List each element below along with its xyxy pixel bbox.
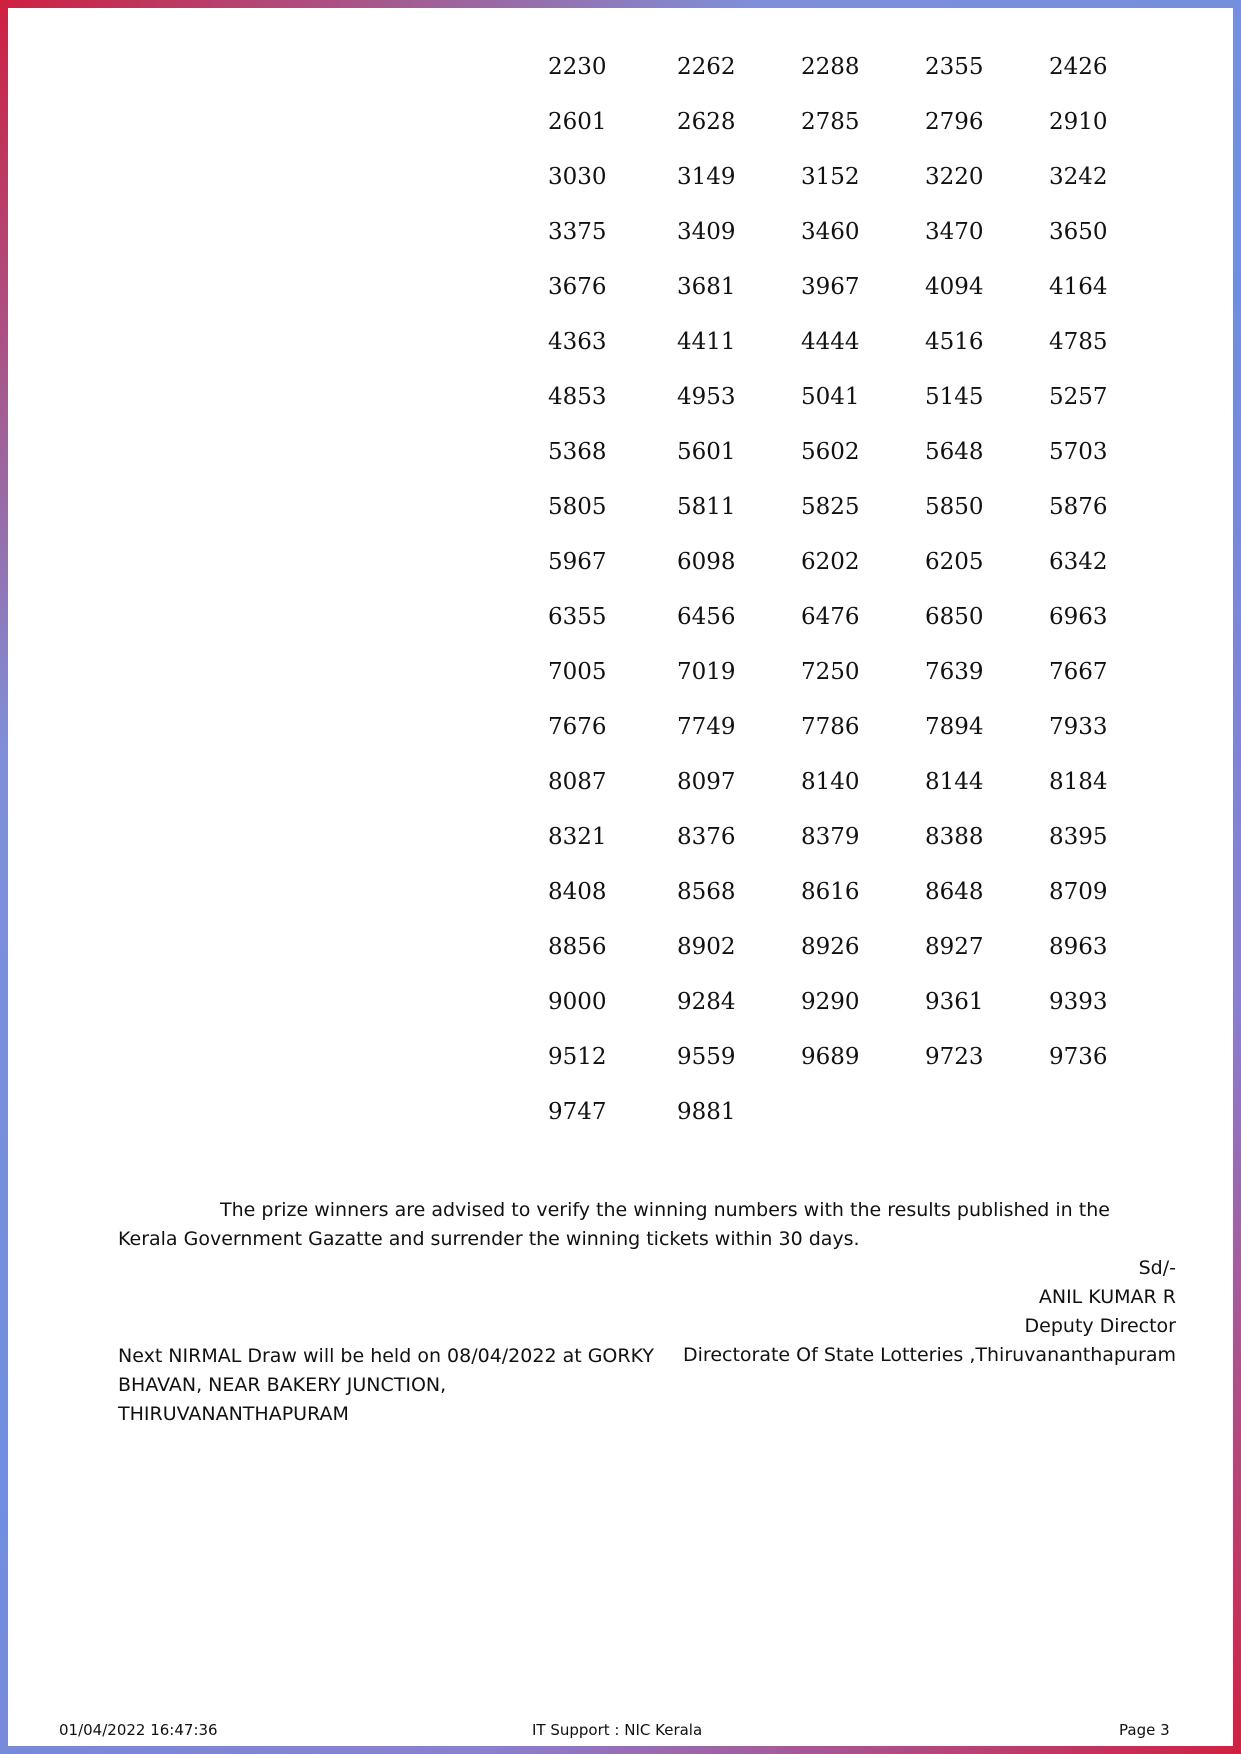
number-row [548, 107, 1129, 162]
winning-number: 9000 [548, 989, 607, 1015]
winning-number: 8648 [925, 879, 984, 905]
winning-number: 4516 [925, 329, 984, 355]
winning-number: 5967 [548, 549, 607, 575]
winning-number: 8408 [548, 879, 607, 905]
winning-number: 8184 [1049, 769, 1108, 795]
winning-number: 9736 [1049, 1044, 1108, 1070]
winning-number: 8568 [677, 879, 736, 905]
winning-number: 2288 [801, 54, 860, 80]
winning-number: 8140 [801, 769, 860, 795]
next-draw-info: Next NIRMAL Draw will be held on 08/04/2022 at GORKY BHAVAN, NEAR BAKERY JUNCTION, THIRUVANANTHAPURAM [118, 1345, 654, 1425]
winning-number: 3220 [925, 164, 984, 190]
number-row [548, 492, 1129, 547]
winning-number: 3409 [677, 219, 736, 245]
winning-number: 5145 [925, 384, 984, 410]
winning-number: 3242 [1049, 164, 1108, 190]
winning-number: 3030 [548, 164, 607, 190]
number-row [548, 877, 1129, 932]
winning-number: 9393 [1049, 989, 1108, 1015]
winning-number: 8709 [1049, 879, 1108, 905]
winning-number: 9723 [925, 1044, 984, 1070]
winning-number: 2601 [548, 109, 607, 135]
number-row [548, 932, 1129, 987]
winning-number: 7639 [925, 659, 984, 685]
winning-number: 5850 [925, 494, 984, 520]
winning-number: 8963 [1049, 934, 1108, 960]
winning-number: 4363 [548, 329, 607, 355]
winning-number: 8144 [925, 769, 984, 795]
winning-number: 6202 [801, 549, 860, 575]
signature-sd: Sd/- [1138, 1257, 1176, 1279]
winning-number: 3650 [1049, 219, 1108, 245]
number-row [548, 822, 1129, 877]
winning-number: 6355 [548, 604, 607, 630]
winning-number: 3152 [801, 164, 860, 190]
winning-number: 9747 [548, 1099, 607, 1125]
winning-number: 5601 [677, 439, 736, 465]
winning-number: 4785 [1049, 329, 1108, 355]
number-row [548, 547, 1129, 602]
number-row [548, 712, 1129, 767]
winning-numbers-grid [548, 52, 1129, 1152]
winning-number: 9512 [548, 1044, 607, 1070]
signatory-office: Directorate Of State Lotteries ,Thiruvananthapuram [683, 1344, 1176, 1366]
winning-number: 3470 [925, 219, 984, 245]
number-row [548, 382, 1129, 437]
winning-number: 7933 [1049, 714, 1108, 740]
signatory-designation: Deputy Director [1024, 1315, 1176, 1337]
signature-block [683, 1254, 1176, 1370]
winning-number: 3967 [801, 274, 860, 300]
winning-number: 5368 [548, 439, 607, 465]
winning-number: 9290 [801, 989, 860, 1015]
winning-number: 9559 [677, 1044, 736, 1070]
winning-number: 5041 [801, 384, 860, 410]
winning-number: 8395 [1049, 824, 1108, 850]
number-row [548, 987, 1129, 1042]
winning-number: 4094 [925, 274, 984, 300]
winning-number: 9284 [677, 989, 736, 1015]
winning-number: 3676 [548, 274, 607, 300]
winning-number: 6205 [925, 549, 984, 575]
winning-number: 6476 [801, 604, 860, 630]
winning-number: 3149 [677, 164, 736, 190]
winning-number: 4953 [677, 384, 736, 410]
winning-number: 7019 [677, 659, 736, 685]
winning-number: 8379 [801, 824, 860, 850]
winning-number: 5257 [1049, 384, 1108, 410]
winning-number: 4411 [677, 329, 736, 355]
winning-number: 2230 [548, 54, 607, 80]
winning-number: 9689 [801, 1044, 860, 1070]
number-row [548, 602, 1129, 657]
signatory-name: ANIL KUMAR R [1038, 1286, 1176, 1308]
winning-number: 6850 [925, 604, 984, 630]
winning-number: 5648 [925, 439, 984, 465]
winning-number: 6963 [1049, 604, 1108, 630]
winning-number: 4444 [801, 329, 860, 355]
winning-number: 3460 [801, 219, 860, 245]
winning-number: 7250 [801, 659, 860, 685]
number-row [548, 437, 1129, 492]
winning-number: 5703 [1049, 439, 1108, 465]
advice-paragraph: The prize winners are advised to verify the winning numbers with the results published in the Kerala Government Gazatte and surrender the winning tickets within 30 days. [118, 1199, 1110, 1250]
winning-number: 5876 [1049, 494, 1108, 520]
winning-number: 8616 [801, 879, 860, 905]
winning-number: 2262 [677, 54, 736, 80]
winning-number: 5602 [801, 439, 860, 465]
winning-number: 8097 [677, 769, 736, 795]
winning-number: 6342 [1049, 549, 1108, 575]
number-row [548, 1097, 1129, 1152]
winning-number: 8902 [677, 934, 736, 960]
winning-number: 7005 [548, 659, 607, 685]
winning-number: 6098 [677, 549, 736, 575]
winning-number: 2910 [1049, 109, 1108, 135]
winning-number: 2796 [925, 109, 984, 135]
number-row [548, 767, 1129, 822]
winning-number: 3375 [548, 219, 607, 245]
number-row [548, 217, 1129, 272]
winning-number: 8376 [677, 824, 736, 850]
winning-number: 4853 [548, 384, 607, 410]
winning-number: 7749 [677, 714, 736, 740]
winning-number: 2785 [801, 109, 860, 135]
winning-number: 8087 [548, 769, 607, 795]
footer-page-number: Page 3 [1119, 1721, 1170, 1739]
number-row [548, 162, 1129, 217]
winning-number: 8321 [548, 824, 607, 850]
winning-number: 2426 [1049, 54, 1108, 80]
winning-number: 8388 [925, 824, 984, 850]
winning-number: 7894 [925, 714, 984, 740]
winning-number: 7676 [548, 714, 607, 740]
number-row [548, 657, 1129, 712]
winning-number: 8856 [548, 934, 607, 960]
winning-number: 5811 [677, 494, 736, 520]
winning-number: 7786 [801, 714, 860, 740]
winning-number: 4164 [1049, 274, 1108, 300]
winning-number: 9881 [677, 1099, 736, 1125]
document-page [8, 8, 1233, 1746]
number-row [548, 327, 1129, 382]
footer-timestamp: 01/04/2022 16:47:36 [59, 1721, 218, 1739]
winning-number: 5805 [548, 494, 607, 520]
footer-support: IT Support : NIC Kerala [532, 1721, 703, 1739]
number-row [548, 52, 1129, 107]
winning-number: 6456 [677, 604, 736, 630]
winning-number: 2628 [677, 109, 736, 135]
winning-number: 8926 [801, 934, 860, 960]
winning-number: 2355 [925, 54, 984, 80]
winning-number: 8927 [925, 934, 984, 960]
number-row [548, 272, 1129, 327]
winning-number: 7667 [1049, 659, 1108, 685]
winning-number: 3681 [677, 274, 736, 300]
winning-number: 9361 [925, 989, 984, 1015]
number-row [548, 1042, 1129, 1097]
winning-number: 5825 [801, 494, 860, 520]
